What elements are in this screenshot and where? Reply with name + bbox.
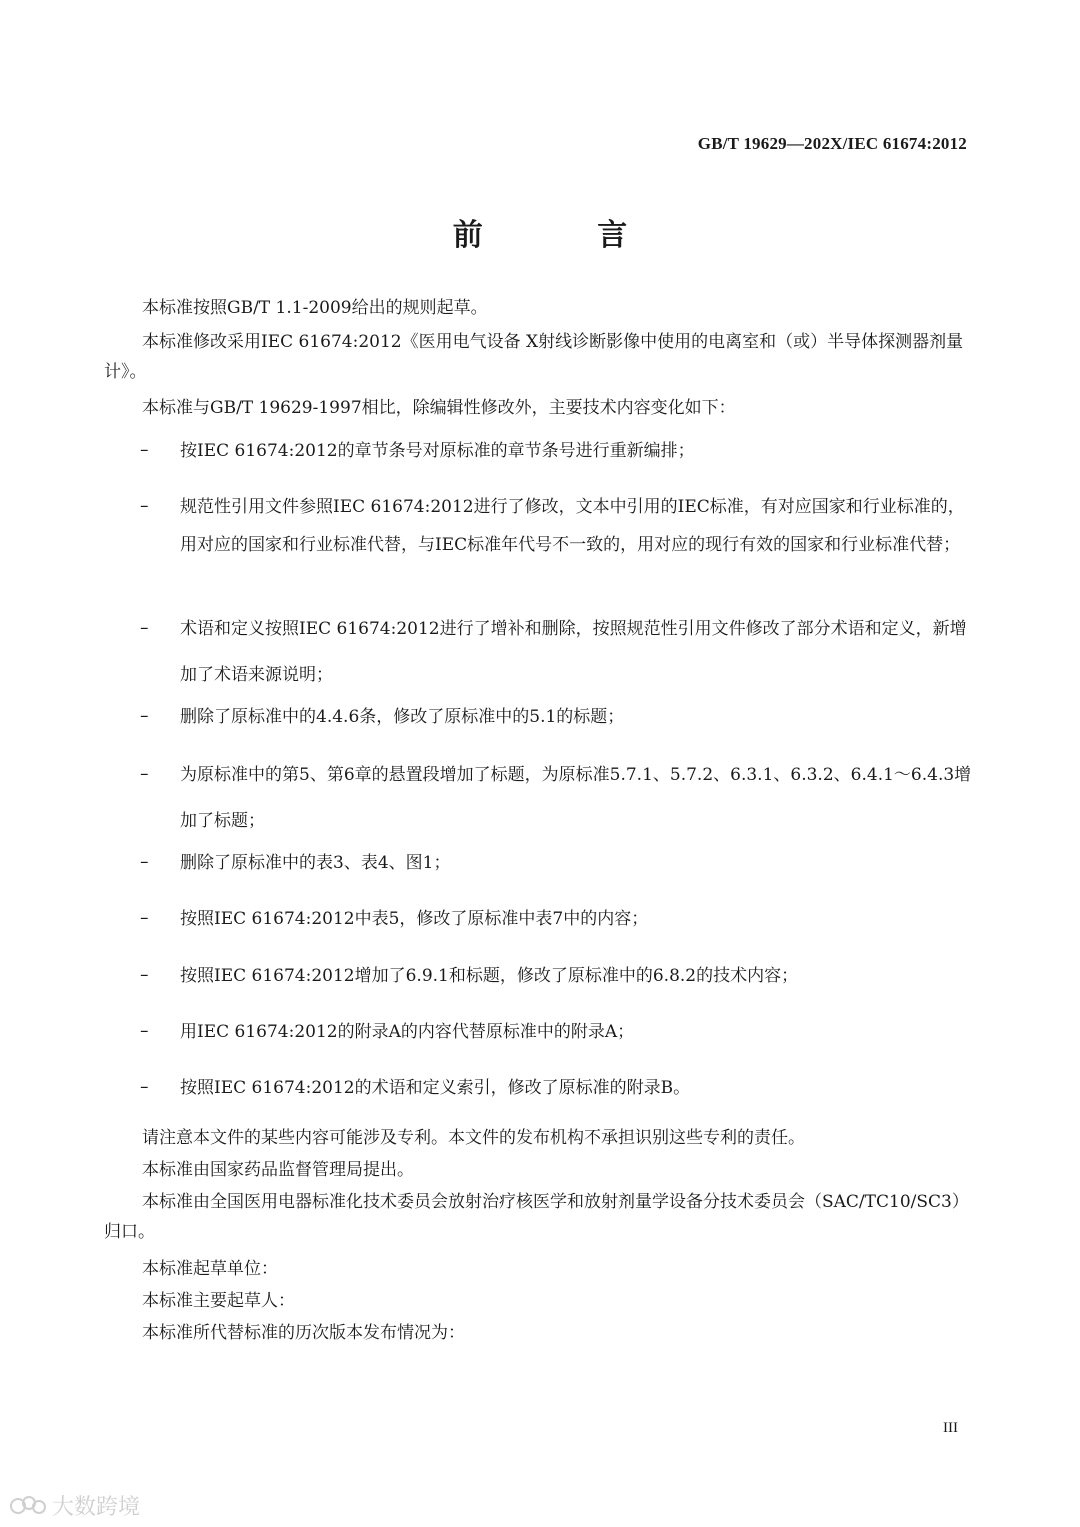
dash-marker: – [140,1021,149,1041]
dash-marker: – [140,440,149,460]
dash-marker: – [140,965,149,985]
change-item-text: 用IEC 61674:2012的附录A的内容代替原标准中的附录A； [180,1022,635,1042]
change-item-text: 按照IEC 61674:2012的术语和定义索引，修改了原标准的附录B。 [180,1078,691,1098]
watermark-text: 大数跨境 [52,1495,141,1520]
dash-marker: – [140,618,149,638]
change-item-text: 为原标准中的第5、第6章的悬置段增加了标题，为原标准5.7.1、5.7.2、6.3.1、6.3.2、6.4.1～6.4.3增加了标题； [180,765,972,831]
dash-marker: – [140,1077,149,1097]
dash-marker: – [140,496,149,516]
intro-paragraph-1: 本标准按照GB/T 1.1-2009给出的规则起草。 [142,298,488,318]
change-item-text: 删除了原标准中的表3、表4、图1； [180,853,451,873]
brand-logo-icon [8,1494,48,1518]
page-title: 前 言 [452,218,680,253]
dash-marker: – [140,852,149,872]
closing-paragraph-6: 本标准所代替标准的历次版本发布情况为： [142,1323,465,1343]
page-number: III [943,1420,958,1436]
standard-number: GB/T 19629—202X/IEC 61674:2012 [697,134,967,153]
change-item-text: 按照IEC 61674:2012中表5，修改了原标准中表7中的内容； [180,909,649,929]
change-item-text: 按照IEC 61674:2012增加了6.9.1和标题，修改了原标准中的6.8.2的技术内容； [180,966,799,986]
closing-paragraph-4: 本标准起草单位： [142,1259,278,1279]
closing-paragraph-1: 请注意本文件的某些内容可能涉及专利。本文件的发布机构不承担识别这些专利的责任。 [142,1128,805,1148]
intro-paragraph-2: 本标准修改采用IEC 61674:2012《医用电气设备 X射线诊断影像中使用的电离室和（或）半导体探测器剂量计》。 [104,332,964,382]
closing-paragraph-2: 本标准由国家药品监督管理局提出。 [142,1160,414,1180]
change-item-text: 按IEC 61674:2012的章节条号对原标准的章节条号进行重新编排； [180,441,695,461]
watermark [8,1490,140,1521]
dash-marker: – [140,706,149,726]
change-item-text: 删除了原标准中的4.4.6条，修改了原标准中的5.1的标题； [180,707,625,727]
dash-marker: – [140,764,149,784]
intro-paragraph-3: 本标准与GB/T 19629-1997相比，除编辑性修改外，主要技术内容变化如下： [142,398,736,418]
change-item-text: 术语和定义按照IEC 61674:2012进行了增补和删除，按照规范性引用文件修改了部分术语和定义，新增加了术语来源说明； [180,619,967,685]
change-item-text: 规范性引用文件参照IEC 61674:2012进行了修改，文本中引用的IEC标准，有对应国家和行业标准的，用对应的国家和行业标准代替，与IEC标准年代号不一致的，用对应的现行有效的国家和行业标准代替； [180,497,965,555]
closing-paragraph-5: 本标准主要起草人： [142,1291,295,1311]
closing-paragraph-3: 本标准由全国医用电器标准化技术委员会放射治疗核医学和放射剂量学设备分技术委员会（SAC/TC10/SC3）归口。 [104,1192,969,1242]
dash-marker: – [140,908,149,928]
